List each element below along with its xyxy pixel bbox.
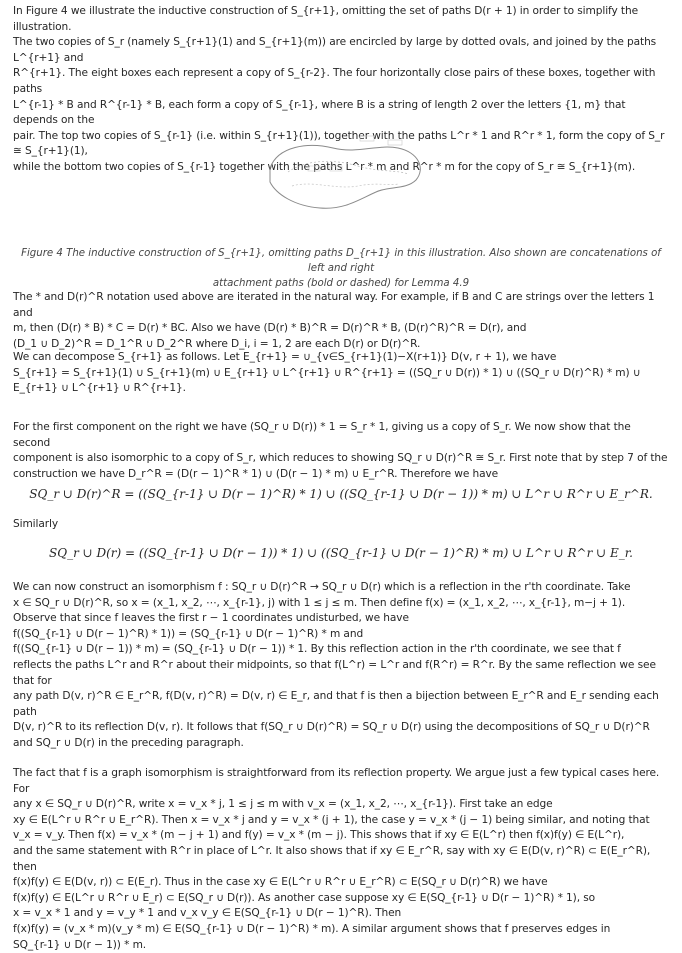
text-line: component is also isomorphic to a copy of S_r, which reduces to showing SQ_r ∪ D(r)^R ≅ S_r. First note that by step 7 of the (13, 452, 668, 465)
text-line: L^{r-1} * B and R^{r-1} * B, each form a copy of S_{r-1}, where B is a string of length 2 over the letters {1, m} that depends on the (13, 98, 626, 127)
decompose-paragraph (13, 350, 671, 397)
text-line: and the same statement with R^r in place of L^r. It also shows that if xy ∈ E_r^R, say with xy ∈ E(D(v, r)^R) ⊂ E(E_r^R), then (13, 844, 651, 873)
text-line: The fact that f is a graph isomorphism is straightforward from its reflection property. We argue just a few typical cases here. For (13, 767, 660, 795)
figure-4-diagram (248, 128, 448, 218)
text-line: f(x)f(y) ∈ E(D(v, r)) ⊂ E(E_r). Thus in the case xy ∈ E(L^r ∪ R^r ∪ E_r^R) ⊂ E(SQ_r ∪ D(r)^R) we have (13, 876, 548, 889)
graph-isomorphism-paragraph (13, 766, 671, 953)
text-line: reflects the paths L^r and R^r about their midpoints, so that f(L^r) = L^r and f(R^r) = R^r. By the same reflection we see that for (13, 658, 656, 687)
text-line: f(x)f(y) = (v_x * m)(v_y * m) ∈ E(SQ_{r-1} ∪ D(r − 1)^R) * m). A similar argument shows that f preserves edges in (13, 922, 611, 935)
similarly-text: Similarly (13, 518, 59, 530)
text-line: SQ_{r-1} ∪ D(r − 1)) * m. (13, 938, 147, 951)
box (388, 140, 402, 145)
box (308, 166, 320, 171)
equation-2: SQ_r ∪ D(r) = ((SQ_{r-1} ∪ D(r − 1)) * 1) ∪ ((SQ_{r-1} ∪ D(r − 1)^R) * m) ∪ L^r ∪ R^r ∪ E_r. (49, 546, 633, 560)
text-line: while the bottom two copies of S_{r-1} together with the paths L^r * m and R^r * m for the copy of S_r ≅ S_{r+1}(m). (13, 160, 636, 173)
text-line: any path D(v, r)^R ∈ E_r^R, f(D(v, r)^R) = D(v, r) ∈ E_r, and that f is then a bijection between E_r^R and E_r sending each path (13, 690, 659, 718)
text-line: any x ∈ SQ_r ∪ D(r)^R, write x = v_x * j, 1 ≤ j ≤ m with v_x = (x_1, x_2, ⋯, x_{r-1}). First take an edge (13, 798, 553, 811)
text-line: (D_1 ∪ D_2)^R = D_1^R ∪ D_2^R where D_i, i = 1, 2 are each D(r) or D(r)^R. (13, 337, 421, 350)
text-line: We can decompose S_{r+1} as follows. Let E_{r+1} = ∪_{v∈S_{r+1}(1)−X(r+1)} D(v, r + 1), we have (13, 351, 557, 363)
text-line: f((SQ_{r-1} ∪ D(r − 1)^R) * 1)) = (SQ_{r-1} ∪ D(r − 1)^R) * m and (13, 627, 364, 640)
text-line: Observe that since f leaves the first r − 1 coordinates undisturbed, we have (13, 612, 409, 625)
inner-path (292, 184, 398, 187)
isomorphism-paragraph (13, 580, 671, 752)
text-line: The two copies of S_r (namely S_{r+1}(1) and S_{r+1}(m)) are encircled by large by dotted ovals, and joined by the paths L^{r+1} and (13, 36, 657, 64)
caption-line: Figure 4 The inductive construction of S_{r+1}, omitting paths D_{r+1} in this illustration. Also shown are concatenations of left and right (21, 248, 661, 274)
text-line: In Figure 4 we illustrate the inductive construction of S_{r+1}, omitting the set of paths D(r + 1) in order to simplify the illustration. (13, 5, 638, 33)
text-line: The * and D(r)^R notation used above are iterated in the natural way. For example, if B and C are strings over the letters 1 and (13, 291, 655, 319)
text-line: D(v, r)^R to its reflection D(v, r). It follows that f(SQ_r ∪ D(r)^R) = SQ_r ∪ D(r) using the decompositions of SQ_r ∪ D(r)^R (13, 721, 650, 734)
box (330, 166, 342, 171)
text-line: xy ∈ E(L^r ∪ R^r ∪ E_r^R). Then x = v_x * j and y = v_x * (j + 1), the case y = v_x * (j − 1) being similar, and noting that (13, 813, 650, 826)
figure-caption (13, 246, 669, 291)
text-line: m, then (D(r) * B) * C = D(r) * BC. Also we have (D(r) * B)^R = D(r)^R * B, (D(r)^R)^R = D(r), and (13, 322, 527, 335)
text-line: x = v_x * 1 and y = v_y * 1 and v_x v_y ∈ E(SQ_{r-1} ∪ D(r − 1)^R). Then (13, 907, 402, 920)
first-component-paragraph (13, 420, 671, 482)
text-line: f((SQ_{r-1} ∪ D(r − 1)) * m) = (SQ_{r-1} ∪ D(r − 1)) * 1. By this reflection action in the r'th coordinate, we see that f (13, 643, 621, 656)
outer-oval-path (270, 145, 420, 208)
text-line: S_{r+1} = S_{r+1}(1) ∪ S_{r+1}(m) ∪ E_{r+1} ∪ L^{r+1} ∪ R^{r+1} = ((SQ_r ∪ D(r)) * 1) ∪ ((SQ_r ∪ D(r)^R) * m) ∪ E_{r+1} ∪ L^{r+1} ∪ R^{r+1}. (13, 366, 641, 395)
notation-paragraph (13, 290, 671, 352)
text-line: and SQ_r ∪ D(r) in the preceding paragraph. (13, 736, 244, 749)
text-line: construction we have D_r^R = (D(r − 1)^R * 1) ∪ (D(r − 1) * m) ∪ E_r^R. Therefore we have (13, 467, 499, 480)
text-line: We can now construct an isomorphism f : SQ_r ∪ D(r)^R → SQ_r ∪ D(r) which is a reflection in the r'th coordinate. Take (13, 581, 631, 593)
inner-path (288, 161, 408, 174)
equation-1: SQ_r ∪ D(r)^R = ((SQ_{r-1} ∪ D(r − 1)^R) * 1) ∪ ((SQ_{r-1} ∪ D(r − 1)) * m) ∪ L^r ∪ R^r ∪ E_r^R. (29, 487, 653, 501)
text-line: x ∈ SQ_r ∪ D(r)^R, so x = (x_1, x_2, ⋯, x_{r-1}, j) with 1 ≤ j ≤ m. Then define f(x) = (x_1, x_2, ⋯, x_{r-1}, m−j + 1). (13, 596, 626, 609)
box (360, 136, 374, 141)
caption-line: attachment paths (bold or dashed) for Lemma 4.9 (212, 278, 470, 289)
text-line: pair. The top two copies of S_{r-1} (i.e. within S_{r+1}(1)), together with the paths L^r * 1 and R^r * 1, form the copy of S_r ≅ S_{r+1}(1), (13, 129, 665, 158)
text-line: For the first component on the right we have (SQ_r ∪ D(r)) * 1 = S_r * 1, giving us a copy of S_r. We now show that the second (13, 421, 631, 449)
text-line: v_x = v_y. Then f(x) = v_x * (m − j + 1) and f(y) = v_x * (m − j). This shows that if xy ∈ E(L^r) then f(x)f(y) ∈ E(L^r), (13, 829, 625, 842)
text-line: R^{r+1}. The eight boxes each represent a copy of S_{r-2}. The four horizontally close pairs of these boxes, together with paths (13, 67, 656, 95)
text-line: f(x)f(y) ∈ E(L^r ∪ R^r ∪ E_r) ⊂ E(SQ_r ∪ D(r)). As another case suppose xy ∈ E(SQ_{r-1} ∪ D(r − 1)^R) * 1), so (13, 891, 596, 904)
